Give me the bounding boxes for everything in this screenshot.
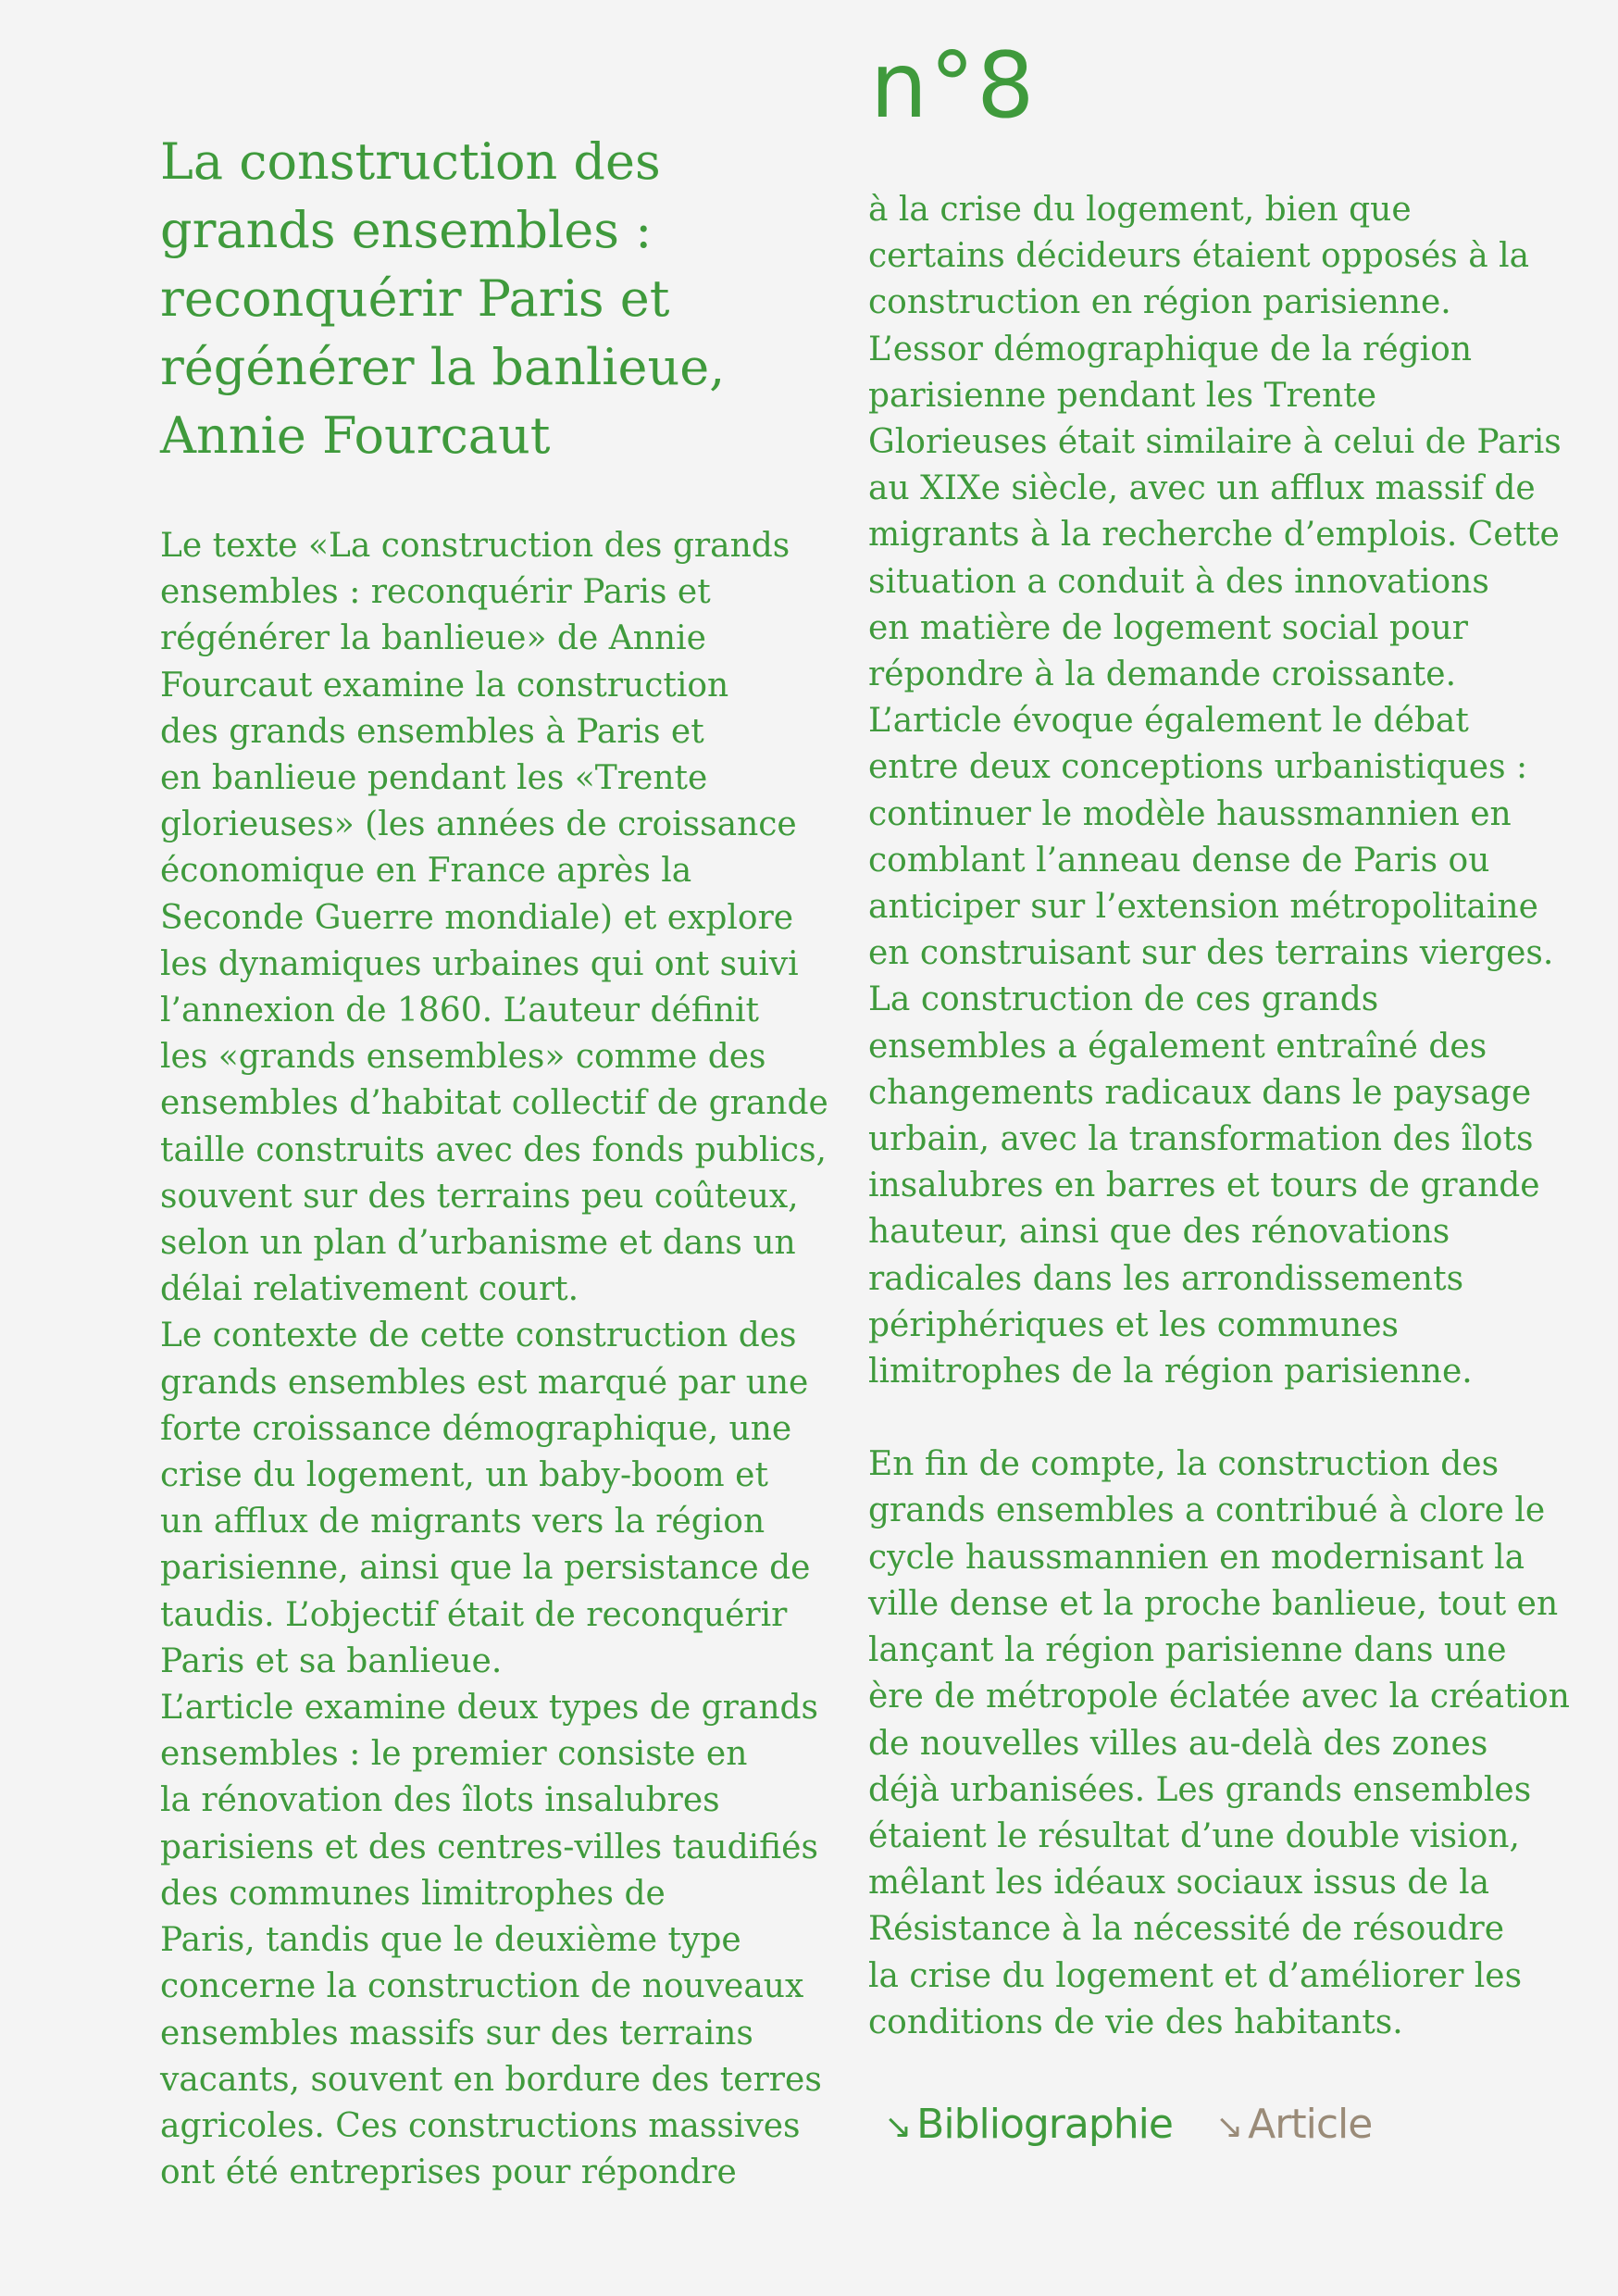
paragraph-gap [868, 1395, 1572, 1441]
text-line: cycle haussmannien en modernisant la [868, 1538, 1525, 1577]
text-line: parisienne, ainsi que la persistance de [160, 1549, 811, 1588]
text-line: Glorieuses était similaire à celui de Paris [868, 423, 1562, 462]
text-line: ensembles a également entraîné des [868, 1027, 1487, 1066]
text-line: L’essor démographique de la région [868, 330, 1473, 368]
text-line: répondre à la demande croissante. [868, 655, 1457, 694]
text-line: glorieuses» (les années de croissance [160, 805, 797, 844]
text-line: ensembles d’habitat collectif de grande [160, 1084, 828, 1123]
text-line: La construction de ces grands [868, 980, 1379, 1019]
text-line: en construisant sur des terrains vierges. [868, 934, 1554, 973]
text-line: concerne la construction de nouveaux [160, 1967, 804, 2006]
text-line: grands ensembles a contribué à clore le [868, 1491, 1546, 1530]
text-line: à la crise du logement, bien que [868, 191, 1412, 229]
text-line: Paris, tandis que le deuxième type [160, 1921, 741, 1960]
article-title [160, 128, 827, 470]
right-text-column [868, 187, 1572, 2046]
text-line: ensembles massifs sur des terrains [160, 2014, 753, 2053]
text-line: Résistance à la nécessité de résoudre [868, 1910, 1505, 1949]
title-line: Annie Fourcaut [160, 406, 551, 465]
text-line: un afflux de migrants vers la région [160, 1503, 765, 1541]
text-line: souvent sur des terrains peu coûteux, [160, 1177, 799, 1216]
arrow-down-right-icon: ↘ [1214, 2108, 1243, 2146]
text-line: taille construits avec des fonds publics, [160, 1130, 827, 1169]
text-line: en banlieue pendant les «Trente [160, 759, 708, 798]
text-line: la crise du logement et d’améliorer les [868, 1956, 1523, 1995]
text-line: En fin de compte, la construction des [868, 1445, 1500, 1484]
text-line: régénérer la banlieue» de Annie [160, 619, 706, 658]
text-line: situation a conduit à des innovations [868, 562, 1489, 601]
text-line: des communes limitrophes de [160, 1874, 666, 1913]
text-line: Fourcaut examine la construction [160, 666, 729, 705]
text-line: économique en France après la [160, 852, 692, 891]
bibliography-label: Bibliographie [916, 2101, 1173, 2148]
text-line: limitrophes de la région parisienne. [868, 1353, 1473, 1391]
text-line: des grands ensembles à Paris et [160, 712, 704, 751]
text-line: entre deux conceptions urbanistiques : [868, 748, 1528, 787]
title-line: La construction des [160, 132, 661, 191]
left-text-column [160, 523, 845, 2196]
text-line: hauteur, ainsi que des rénovations [868, 1213, 1450, 1252]
text-line: radicales dans les arrondissements [868, 1259, 1464, 1298]
article-label: Article [1248, 2101, 1373, 2148]
title-line: grands ensembles : [160, 201, 653, 259]
text-line: selon un plan d’urbanisme et dans un [160, 1224, 796, 1263]
text-line: déjà urbanisées. Les grands ensembles [868, 1770, 1532, 1809]
text-line: taudis. L’objectif était de reconquérir [160, 1595, 788, 1634]
text-line: parisiens et des centres-villes taudifiés [160, 1828, 818, 1866]
text-line: Seconde Guerre mondiale) et explore [160, 898, 794, 937]
text-line: en matière de logement social pour [868, 608, 1468, 647]
text-line: conditions de vie des habitants. [868, 2003, 1403, 2041]
footer-links [884, 2097, 1372, 2155]
text-line: Le texte «La construction des grands [160, 527, 790, 565]
article-link[interactable] [1215, 2097, 1372, 2155]
text-line: crise du logement, un baby-boom et [160, 1456, 768, 1495]
text-line: forte croissance démographique, une [160, 1409, 792, 1448]
text-line: ville dense et la proche banlieue, tout en [868, 1584, 1559, 1623]
text-line: agricoles. Ces constructions massives [160, 2106, 801, 2145]
text-line: ensembles : le premier consiste en [160, 1735, 748, 1774]
text-line: lançant la région parisienne dans une [868, 1631, 1507, 1670]
text-line: l’annexion de 1860. L’auteur définit [160, 992, 760, 1030]
text-line: au XIXe siècle, avec un afflux massif de [868, 469, 1536, 508]
title-line: régénérer la banlieue, [160, 338, 726, 396]
text-line: les dynamiques urbaines qui ont suivi [160, 944, 799, 983]
text-line: la rénovation des îlots insalubres [160, 1781, 720, 1820]
text-line: urbain, avec la transformation des îlots [868, 1120, 1534, 1159]
text-line: périphériques et les communes [868, 1305, 1399, 1344]
text-line: ont été entreprises pour répondre [160, 2153, 737, 2192]
text-line: L’article examine deux types de grands [160, 1689, 819, 1728]
arrow-down-right-icon: ↘ [884, 2108, 912, 2146]
text-line: continuer le modèle haussmannien en [868, 794, 1512, 833]
text-line: parisienne pendant les Trente [868, 376, 1376, 415]
text-line: les «grands ensembles» comme des [160, 1038, 766, 1077]
bibliography-link[interactable] [884, 2097, 1173, 2155]
title-line: reconquérir Paris et [160, 269, 670, 328]
text-line: changements radicaux dans le paysage [868, 1073, 1532, 1112]
text-line: comblant l’anneau dense de Paris ou [868, 841, 1490, 880]
text-line: ensembles : reconquérir Paris et [160, 573, 711, 612]
text-line: anticiper sur l’extension métropolitaine [868, 888, 1538, 927]
text-line: mêlant les idéaux sociaux issus de la [868, 1864, 1490, 1903]
issue-number: n°8 [870, 33, 1037, 139]
text-line: migrants à la recherche d’emplois. Cette [868, 516, 1560, 555]
text-line: de nouvelles villes au-delà des zones [868, 1724, 1488, 1763]
text-line: vacants, souvent en bordure des terres [160, 2060, 822, 2099]
text-line: délai relativement court. [160, 1270, 579, 1309]
text-line: construction en région parisienne. [868, 283, 1451, 322]
text-line: grands ensembles est marqué par une [160, 1363, 809, 1402]
text-line: certains décideurs étaient opposés à la [868, 237, 1530, 276]
text-line: ère de métropole éclatée avec la création [868, 1678, 1570, 1716]
text-line: Paris et sa banlieue. [160, 1641, 503, 1680]
text-line: L’article évoque également le débat [868, 702, 1469, 741]
text-line: étaient le résultat d’une double vision, [868, 1816, 1520, 1855]
text-line: insalubres en barres et tours de grande [868, 1167, 1540, 1205]
text-line: Le contexte de cette construction des [160, 1316, 797, 1355]
